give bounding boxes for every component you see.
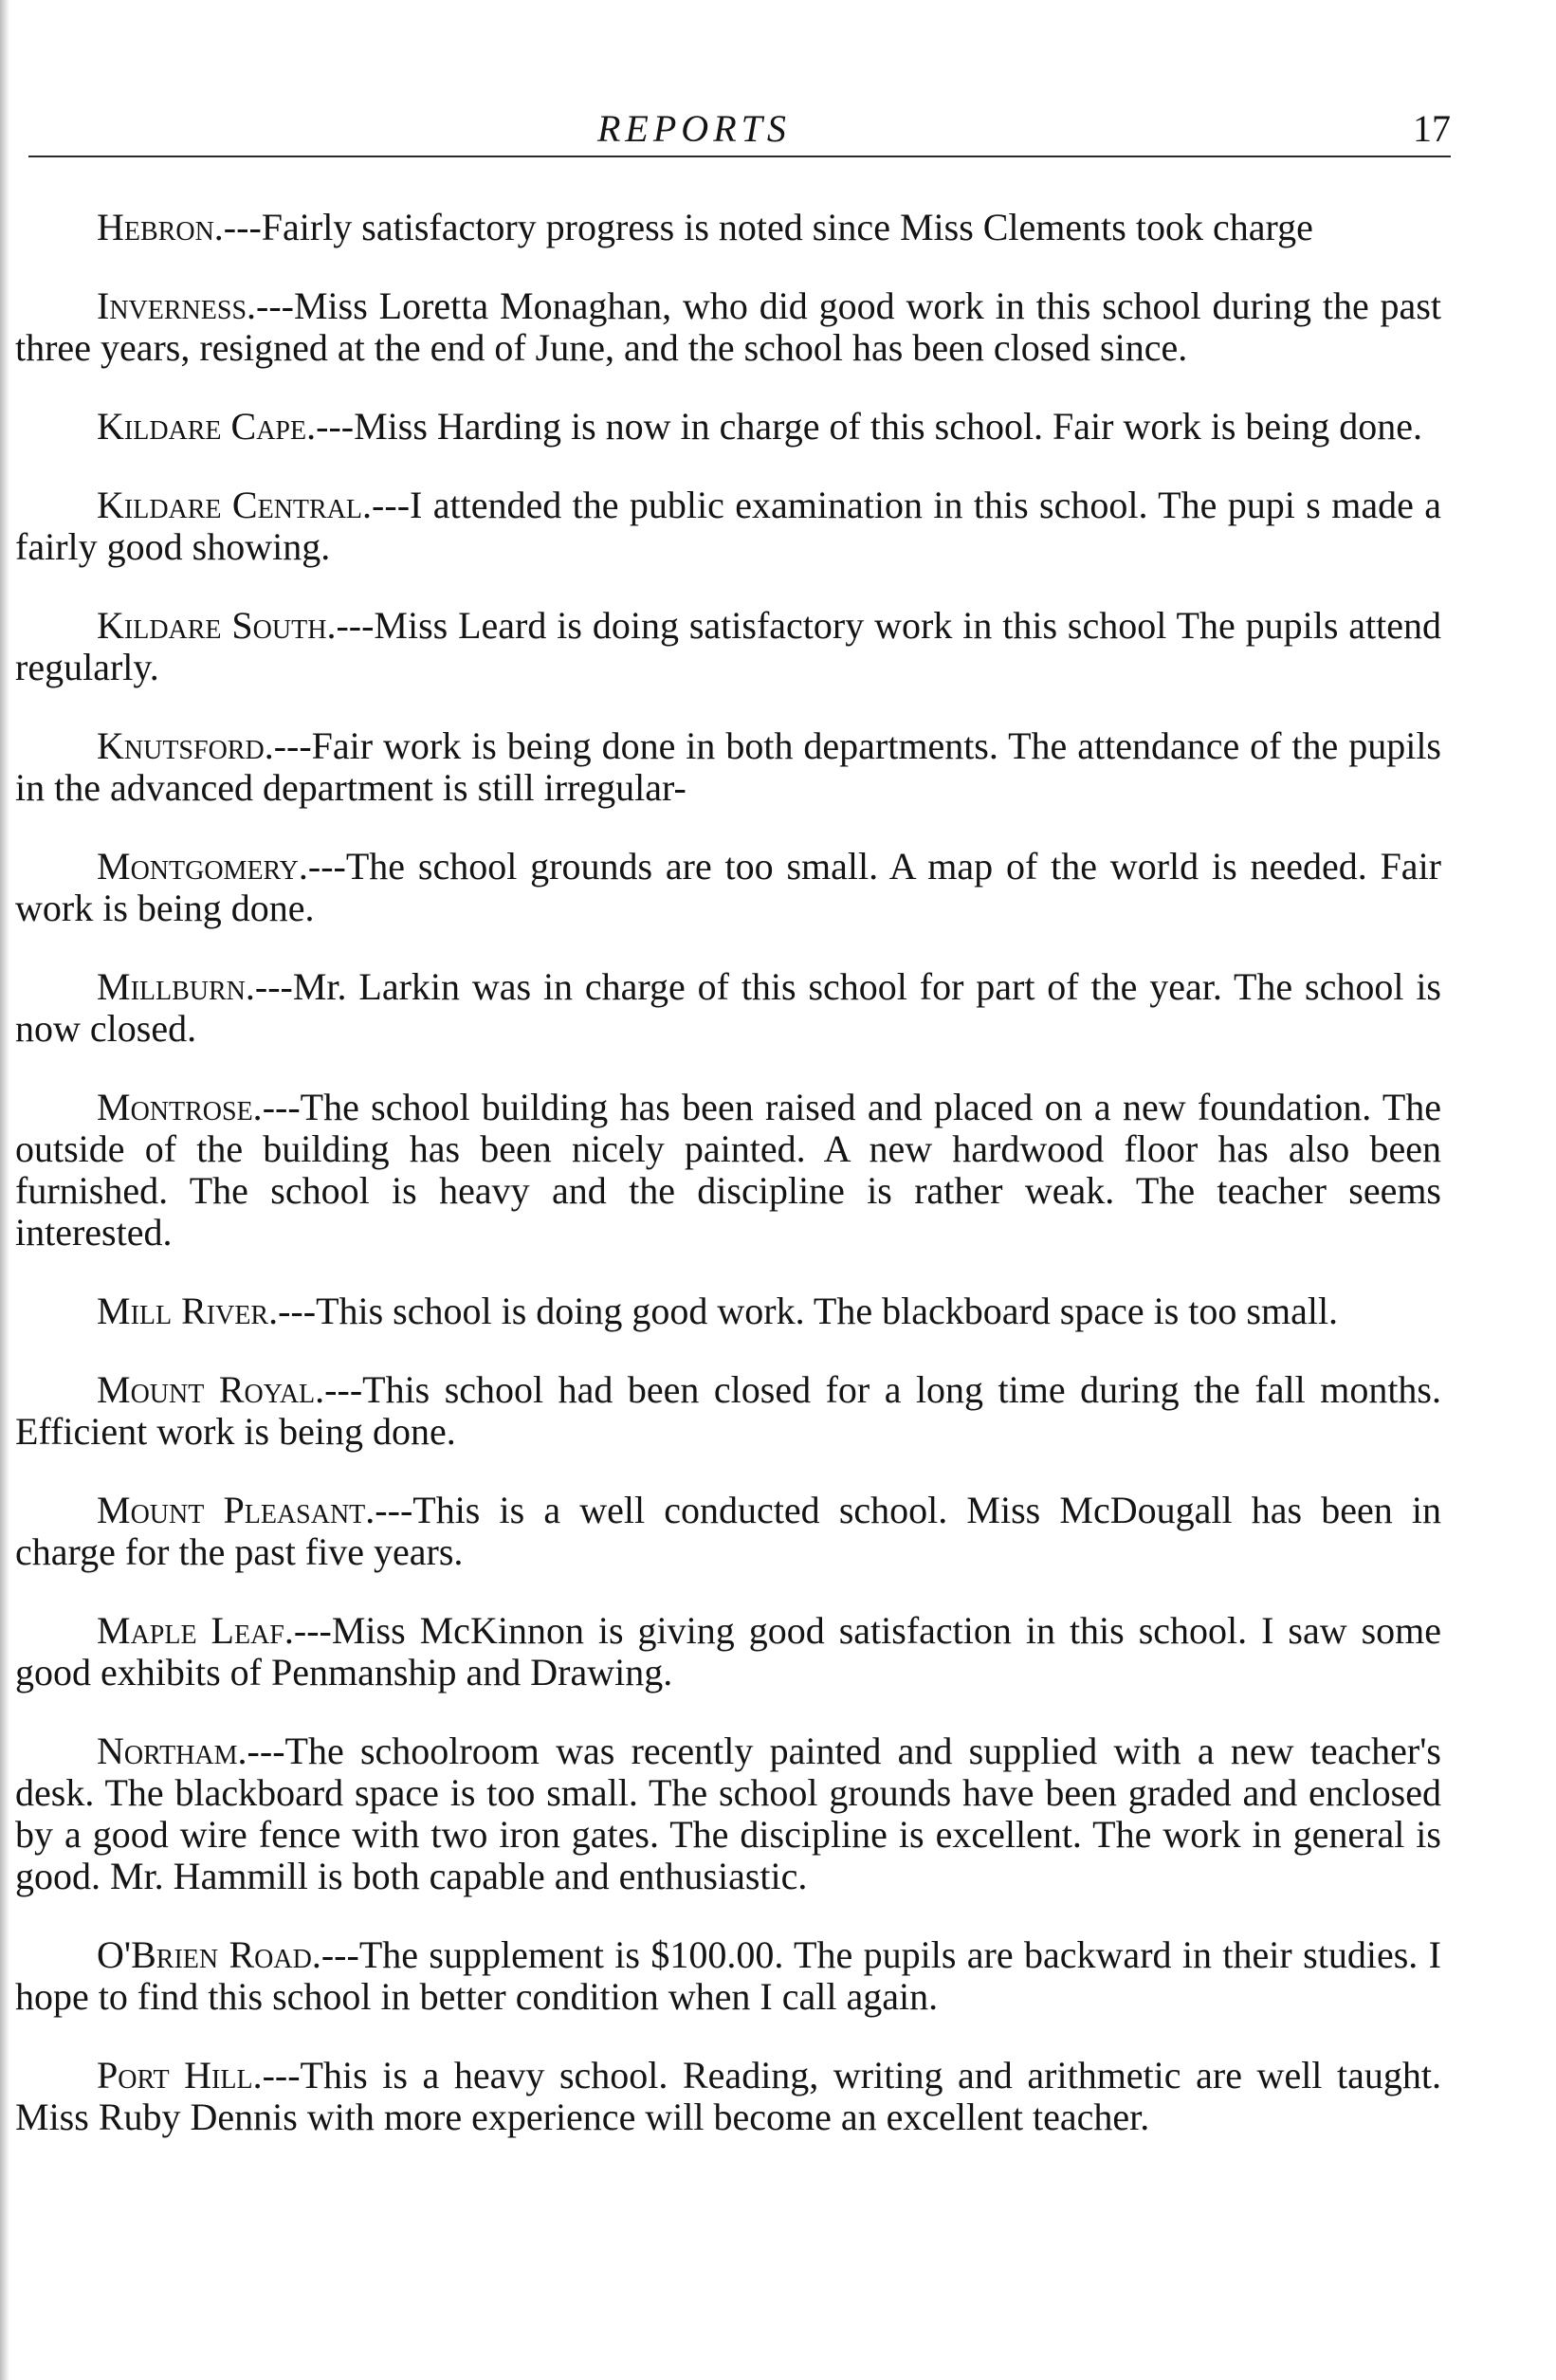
report-text: ---Miss Harding is now in charge of this school. Fair work is being done. (316, 405, 1422, 448)
running-head-title: REPORTS (597, 107, 791, 150)
report-text: ---Fair work is being done in both departments. The attendance of the pupils in the advanced department is still irregular- (15, 724, 1441, 809)
school-name: Montrose. (97, 1086, 263, 1128)
report-entry-millburn (15, 966, 1441, 1050)
school-name: O'Brien Road. (97, 1933, 321, 1976)
report-entry-mount-pleasant (15, 1490, 1441, 1573)
report-entry-hebron (15, 207, 1441, 248)
header-rule (28, 156, 1451, 157)
report-entry-mount-royal (15, 1369, 1441, 1453)
school-name: Kildare South. (97, 604, 337, 647)
report-entry-port-hill (15, 2055, 1441, 2138)
school-name: Port Hill. (97, 2054, 263, 2096)
school-name: Mount Pleasant. (97, 1489, 375, 1531)
school-name: Inverness. (97, 284, 257, 327)
school-name: Maple Leaf. (97, 1609, 294, 1652)
school-name: Knutsford. (97, 724, 274, 767)
school-name: Northam. (97, 1730, 247, 1772)
school-name: Kildare Central. (97, 484, 373, 526)
report-entry-northam (15, 1730, 1441, 1897)
report-text: ---This school had been closed for a long time during the fall months. Efficient work is being done. (15, 1368, 1441, 1453)
scan-edge-shadow (0, 0, 9, 2380)
school-name: Montgomery. (97, 845, 308, 888)
report-text: ---The supplement is $100.00. The pupils are backward in their studies. I hope to find this school in better condition when I call again. (15, 1933, 1441, 2018)
school-name: Mount Royal. (97, 1368, 325, 1411)
report-text: ---The school grounds are too small. A map of the world is needed. Fair work is being done. (15, 845, 1441, 929)
running-head (28, 106, 1451, 163)
report-text: ---This school is doing good work. The blackboard space is too small. (278, 1290, 1339, 1332)
report-text: ---The schoolroom was recently painted and supplied with a new teacher's desk. The blackboard space is too small. The school grounds have been graded and enclosed by a good wire fence with two iron gates. The discipline is excellent. The work in general is good. Mr. Hammill is both capable and enthusiastic. (15, 1730, 1441, 1897)
report-body (15, 207, 1441, 2175)
page-number: 17 (1413, 107, 1451, 150)
report-text: ---Fairly satisfactory progress is noted since Miss Clements took charge (223, 206, 1313, 248)
report-entry-kildare-south (15, 605, 1441, 688)
report-entry-obrien-road (15, 1934, 1441, 2018)
report-text: ---I attended the public examination in this school. The pupi s made a fairly good showing. (15, 484, 1441, 568)
school-name: Millburn. (97, 965, 255, 1008)
report-entry-inverness (15, 285, 1441, 369)
report-entry-kildare-cape (15, 406, 1441, 448)
school-name: Hebron. (97, 206, 224, 248)
report-entry-knutsford (15, 725, 1441, 809)
report-entry-maple-leaf (15, 1610, 1441, 1693)
school-name: Mill River. (97, 1290, 279, 1332)
report-text: ---Mr. Larkin was in charge of this school for part of the year. The school is now closed. (15, 965, 1441, 1050)
report-entry-montgomery (15, 846, 1441, 929)
report-entry-kildare-central (15, 485, 1441, 568)
report-entry-montrose (15, 1087, 1441, 1254)
report-text: ---This is a well conducted school. Miss McDougall has been in charge for the past five years. (15, 1489, 1442, 1573)
school-name: Kildare Cape. (97, 405, 317, 448)
report-text: ---Miss Leard is doing satisfactory work in this school The pupils attend regularly. (15, 604, 1442, 688)
report-text: ---The school building has been raised and placed on a new foundation. The outside of the building has been nicely painted. A new hardwood floor has also been furnished. The school is heavy and the discipline is rather weak. The teacher seems interested. (15, 1086, 1441, 1254)
report-entry-mill-river (15, 1291, 1441, 1332)
report-text: ---This is a heavy school. Reading, writing and arithmetic are well taught. Miss Ruby Dennis with more experience will become an excellent teacher. (15, 2054, 1441, 2138)
report-text: ---Miss McKinnon is giving good satisfaction in this school. I saw some good exhibits of Penmanship and Drawing. (15, 1609, 1441, 1693)
report-text: ---Miss Loretta Monaghan, who did good work in this school during the past three years, resigned at the end of June, and the school has been closed since. (15, 284, 1441, 369)
